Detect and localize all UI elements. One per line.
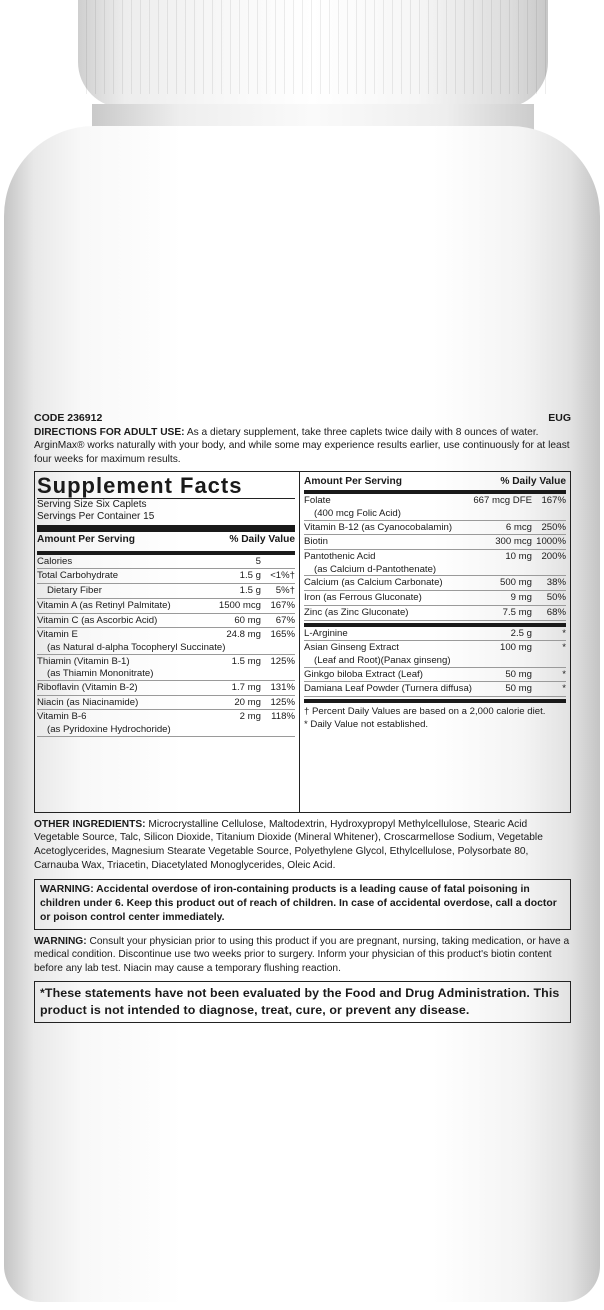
supplement-facts-panel xyxy=(34,471,571,813)
nutrient-source: (as Pyridoxine Hydrochoride) xyxy=(47,724,171,736)
nutrient-amount-dv xyxy=(506,522,566,534)
nutrient-source: (as Calcium d-Pantothenate) xyxy=(314,563,437,575)
nutrient-row xyxy=(37,569,295,584)
other-ingredients-heading: OTHER INGREDIENTS: xyxy=(34,818,146,830)
nutrient-daily-value: <1%† xyxy=(270,570,295,582)
nutrient-amount-dv xyxy=(240,570,295,582)
nutrient-row-group xyxy=(37,655,295,681)
nutrient-name: Biotin xyxy=(304,536,328,548)
footnotes xyxy=(304,703,566,731)
nutrient-amount-dv xyxy=(232,682,295,694)
nutrient-row xyxy=(304,627,566,642)
nutrient-row xyxy=(304,668,566,683)
fda-disclaimer: *These statements have not been evaluated by the Food and Drug Administration. This product is not intended to diagnose, treat, cure, or prevent any disease. xyxy=(34,981,571,1024)
nutrient-name: Vitamin B-12 (as Cyanocobalamin) xyxy=(304,521,453,533)
nutrient-amount: 2 mg xyxy=(239,711,261,723)
lot-code: EUG xyxy=(548,412,571,424)
nutrient-amount-dv xyxy=(234,697,295,709)
serving-size: Serving Size Six Caplets xyxy=(37,498,147,510)
nutrient-row xyxy=(304,591,566,606)
nutrient-daily-value: 250% xyxy=(541,521,566,533)
directions xyxy=(34,426,571,467)
nutrient-daily-value: 131% xyxy=(270,682,295,694)
nutrient-amount: 1.7 mg xyxy=(231,682,261,694)
nutrient-row-group xyxy=(304,494,566,520)
nutrient-amount-dv xyxy=(511,592,566,604)
code-line xyxy=(34,412,571,425)
nutrient-row xyxy=(37,599,295,614)
nutrient-daily-value: 167% xyxy=(541,495,566,507)
nutrient-amount: 500 mg xyxy=(500,577,532,589)
nutrient-row xyxy=(304,494,566,508)
nutrient-daily-value: * xyxy=(562,683,566,695)
nutrient-daily-value: 50% xyxy=(546,592,566,604)
nutrient-amount: 50 mg xyxy=(505,683,532,695)
nutrient-amount: 300 mcg xyxy=(495,536,532,548)
footnote-not-established: * Daily Value not established. xyxy=(304,718,429,730)
nutrient-source: (Leaf and Root)(Panax ginseng) xyxy=(314,654,451,666)
nutrient-name: Zinc (as Zinc Gluconate) xyxy=(304,606,409,618)
nutrient-name: Niacin (as Niacinamide) xyxy=(37,696,139,708)
nutrient-daily-value: 67% xyxy=(275,614,295,626)
nutrient-row xyxy=(304,606,566,621)
nutrient-name: Ginkgo biloba Extract (Leaf) xyxy=(304,668,423,680)
nutrient-name: Asian Ginseng Extract xyxy=(304,642,399,654)
facts-right-column xyxy=(300,472,570,812)
nutrient-amount-dv xyxy=(240,711,295,723)
nutrient-amount-dv xyxy=(256,556,295,568)
facts-title: Supplement Facts xyxy=(37,474,295,499)
nutrient-name: Vitamin C (as Ascorbic Acid) xyxy=(37,614,158,626)
other-ingredients-text: Microcrystalline Cellulose, Maltodextrin, Hydroxypropyl Methylcellulose, Stearic Acid Vegetable Source, Talc, Silicon Dioxide, Titanium Dioxide (Mineral Whitener), Croscarmellose Sodium, Vegetable Acetoglycerides, Magnesium Stearate Vegetable Source, Polyethylene Glycol, Ethylcellulose, Polysorbate 80, Carnauba Wax, Triacetin, Diacetylated Monoglycerides, Oleic Acid. xyxy=(34,818,543,871)
nutrient-row-group xyxy=(304,550,566,576)
nutrient-name: Riboflavin (Vitamin B-2) xyxy=(37,682,138,694)
nutrient-amount-dv xyxy=(232,656,295,668)
nutrient-amount: 1.5 mg xyxy=(231,655,261,667)
nutrient-row-group xyxy=(37,628,295,654)
nutrient-daily-value: 125% xyxy=(270,655,295,667)
right-column-header xyxy=(304,474,566,490)
warning-heading: WARNING: xyxy=(34,935,87,947)
nutrient-amount: 7.5 mg xyxy=(502,606,532,618)
nutrient-amount-dv xyxy=(495,536,566,548)
nutrient-daily-value: 118% xyxy=(271,711,295,723)
nutrient-daily-value: 165% xyxy=(270,629,295,641)
nutrient-amount-dv xyxy=(511,628,566,640)
nutrient-row xyxy=(37,696,295,711)
directions-heading: DIRECTIONS FOR ADULT USE: xyxy=(34,426,185,438)
nutrient-row-group xyxy=(37,710,295,736)
nutrient-name: Vitamin A (as Retinyl Palmitate) xyxy=(37,599,171,611)
nutrient-amount-dv xyxy=(219,600,295,612)
nutrient-source: (as Natural d-alpha Tocopheryl Succinate) xyxy=(47,641,226,653)
nutrient-amount: 6 mcg xyxy=(505,521,532,533)
nutrient-amount-dv xyxy=(234,615,295,627)
nutrient-amount: 5 xyxy=(255,555,261,567)
general-warning xyxy=(34,935,571,976)
nutrient-row xyxy=(37,710,295,724)
nutrient-amount: 60 mg xyxy=(234,614,261,626)
nutrient-daily-value: 125% xyxy=(270,696,295,708)
nutrient-amount: 2.5 g xyxy=(510,627,532,639)
nutrient-amount: 24.8 mg xyxy=(226,629,261,641)
nutrient-amount-dv xyxy=(500,642,566,654)
nutrient-daily-value: 38% xyxy=(546,577,566,589)
nutrient-name: Dietary Fiber xyxy=(47,585,102,597)
nutrient-amount: 1.5 g xyxy=(239,585,261,597)
other-ingredients xyxy=(34,818,571,873)
nutrient-row xyxy=(304,521,566,536)
nutrient-amount: 50 mg xyxy=(505,668,532,680)
nutrient-name: Pantothenic Acid xyxy=(304,551,376,563)
nutrient-amount-dv xyxy=(240,585,295,597)
nutrient-amount: 20 mg xyxy=(234,696,261,708)
bottle-cap xyxy=(78,0,548,108)
nutrient-amount: 1.5 g xyxy=(239,570,261,582)
nutrient-row xyxy=(304,535,566,550)
nutrient-row xyxy=(37,681,295,696)
product-code: CODE 236912 xyxy=(34,412,103,424)
dv-header: % Daily Value xyxy=(229,534,295,546)
nutrient-name: Folate xyxy=(304,495,331,507)
warning-text: Consult your physician prior to using this product if you are pregnant, nursing, taking medication, or have a medical condition. Discontinue use two weeks prior to surgery. Inform your physician of this product's biotin content before any lab test. Niacin may cause a temporary flushing reaction. xyxy=(34,935,570,974)
amount-header: Amount Per Serving xyxy=(37,534,135,546)
dv-header: % Daily Value xyxy=(500,475,566,487)
nutrient-daily-value: * xyxy=(562,627,566,639)
nutrient-amount: 9 mg xyxy=(510,592,532,604)
nutrient-row xyxy=(304,641,566,655)
nutrient-amount: 667 mcg DFE xyxy=(473,495,532,507)
nutrient-row xyxy=(304,682,566,697)
nutrient-amount-dv xyxy=(503,607,566,619)
footnote-dv: † Percent Daily Values are based on a 2,000 calorie diet. xyxy=(304,706,546,718)
nutrient-name: L-Arginine xyxy=(304,627,348,639)
nutrient-amount: 100 mg xyxy=(500,642,532,654)
nutrient-name: Thiamin (Vitamin B-1) xyxy=(37,655,130,667)
nutrient-name: Vitamin E xyxy=(37,629,78,641)
facts-left-column xyxy=(35,472,300,812)
nutrient-row xyxy=(37,584,295,599)
nutrient-amount-dv xyxy=(505,669,566,681)
left-column-header xyxy=(37,532,295,548)
nutrient-row xyxy=(37,628,295,642)
left-nutrient-list xyxy=(37,555,295,737)
servings-per-container: Servings Per Container 15 xyxy=(37,511,155,523)
nutrient-amount: 10 mg xyxy=(505,551,532,563)
product-label xyxy=(34,412,571,1132)
nutrient-name: Total Carbohydrate xyxy=(37,570,119,582)
nutrient-daily-value: 1000% xyxy=(536,536,566,548)
nutrient-amount-dv xyxy=(500,577,566,589)
nutrient-daily-value: 5%† xyxy=(275,585,295,597)
nutrient-row xyxy=(37,655,295,669)
nutrient-amount: 1500 mcg xyxy=(218,599,261,611)
nutrient-daily-value: 167% xyxy=(270,599,295,611)
nutrient-source: (400 mcg Folic Acid) xyxy=(314,507,401,519)
iron-warning-box: WARNING: Accidental overdose of iron-containing products is a leading cause of fatal poisoning in children under 6. Keep this product out of reach of children. In case of accidental overdose, call a doctor or poison control center immediately. xyxy=(34,879,571,930)
nutrient-daily-value: * xyxy=(562,668,566,680)
nutrient-name: Calories xyxy=(37,555,73,567)
nutrient-row xyxy=(37,555,295,570)
nutrient-name: Vitamin B-6 xyxy=(37,711,87,723)
nutrient-row xyxy=(37,614,295,629)
right-ingredient-list xyxy=(304,627,566,698)
nutrient-row-group xyxy=(304,641,566,667)
nutrient-name: Iron (as Ferrous Gluconate) xyxy=(304,592,422,604)
directions-text: As a dietary supplement, take three caplets twice daily with 8 ounces of water. ArginMax® works naturally with your body, and while some may experience results earlier, use continuously for at least four weeks for maximum results. xyxy=(34,426,570,466)
nutrient-daily-value: 200% xyxy=(541,551,566,563)
nutrient-amount-dv xyxy=(226,629,295,641)
nutrient-amount-dv xyxy=(505,683,566,695)
nutrient-daily-value: 68% xyxy=(546,606,566,618)
right-nutrient-list xyxy=(304,494,566,620)
nutrient-amount-dv xyxy=(505,551,566,563)
nutrient-source: (as Thiamin Mononitrate) xyxy=(47,668,154,680)
nutrient-name: Calcium (as Calcium Carbonate) xyxy=(304,577,443,589)
nutrient-name: Damiana Leaf Powder (Turnera diffusa) xyxy=(304,683,472,695)
nutrient-daily-value: * xyxy=(562,642,566,654)
nutrient-row xyxy=(304,550,566,564)
amount-header: Amount Per Serving xyxy=(304,475,402,487)
nutrient-row xyxy=(304,576,566,591)
nutrient-amount-dv xyxy=(473,495,566,507)
